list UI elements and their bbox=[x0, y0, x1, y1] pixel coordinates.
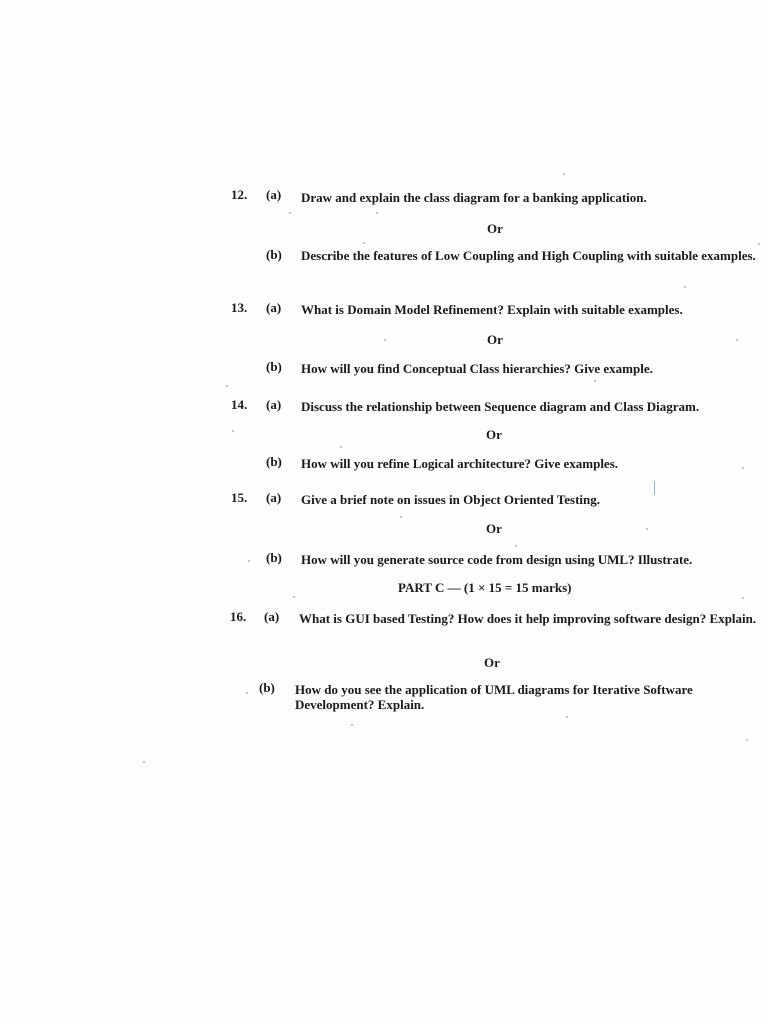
question-15-part-a-text: Give a brief note on issues in Object Oriented Testing. bbox=[301, 492, 600, 507]
scan-speck bbox=[351, 724, 353, 726]
question-14-part-b-label: (b) bbox=[266, 454, 282, 469]
scan-speck bbox=[684, 286, 686, 288]
question-number-15: 15. bbox=[231, 490, 248, 505]
scan-speck bbox=[646, 528, 648, 530]
scan-speck bbox=[248, 560, 250, 562]
scan-speck bbox=[742, 597, 744, 599]
scan-speck bbox=[563, 173, 565, 175]
scan-speck bbox=[376, 212, 378, 214]
question-number-16: 16. bbox=[230, 609, 247, 624]
scan-speck bbox=[246, 692, 248, 694]
question-15-part-a-label: (a) bbox=[266, 490, 282, 505]
scan-speck bbox=[226, 385, 228, 387]
question-number-12: 12. bbox=[231, 187, 248, 202]
scan-speck bbox=[746, 739, 748, 741]
or-separator-13: Or bbox=[487, 332, 503, 347]
scan-speck bbox=[232, 430, 234, 432]
question-13-part-b-text: How will you find Conceptual Class hierarchies? Give example. bbox=[301, 361, 653, 376]
question-16-part-b-label: (b) bbox=[259, 680, 275, 695]
pen-mark bbox=[654, 481, 655, 495]
scan-speck bbox=[566, 716, 568, 718]
question-16-part-a-text: What is GUI based Testing? How does it help improving software design? Explain. bbox=[299, 611, 757, 626]
question-14-part-b-text: How will you refine Logical architecture? Give examples. bbox=[301, 456, 619, 471]
question-16-part-b-text: How do you see the application of UML diagrams for Iterative Software Development? Explain. bbox=[295, 682, 693, 712]
scan-speck bbox=[363, 242, 365, 244]
question-12-part-b-text: Describe the features of Low Coupling and High Coupling with suitable examples. bbox=[301, 248, 756, 263]
question-13-part-a-label: (a) bbox=[266, 300, 282, 315]
question-14-part-a-text: Discuss the relationship between Sequence diagram and Class Diagram. bbox=[301, 399, 700, 414]
or-separator-14: Or bbox=[486, 427, 502, 442]
question-13-part-a-text: What is Domain Model Refinement? Explain with suitable examples. bbox=[301, 302, 683, 317]
part-c-heading: PART C — (1 × 15 = 15 marks) bbox=[398, 580, 572, 595]
question-15-part-b-text: How will you generate source code from design using UML? Illustrate. bbox=[301, 552, 693, 567]
question-12-part-a-label: (a) bbox=[266, 187, 282, 202]
scan-speck bbox=[758, 243, 760, 245]
scan-speck bbox=[742, 467, 744, 469]
or-separator-16: Or bbox=[484, 655, 500, 670]
question-number-13: 13. bbox=[231, 300, 248, 315]
scan-speck bbox=[736, 339, 738, 341]
question-12-part-b-label: (b) bbox=[266, 247, 282, 262]
scan-speck bbox=[384, 339, 386, 341]
question-14-part-a-label: (a) bbox=[266, 397, 282, 412]
scan-speck bbox=[594, 380, 596, 382]
or-separator-12: Or bbox=[487, 221, 503, 236]
question-12-part-a-text: Draw and explain the class diagram for a banking application. bbox=[301, 190, 647, 205]
scan-speck bbox=[515, 545, 517, 547]
scan-speck bbox=[340, 446, 342, 448]
scan-speck bbox=[289, 212, 291, 214]
scan-speck bbox=[293, 596, 295, 598]
question-16-part-a-label: (a) bbox=[264, 609, 280, 624]
scan-speck bbox=[143, 761, 145, 763]
question-13-part-b-label: (b) bbox=[266, 359, 282, 374]
question-number-14: 14. bbox=[231, 397, 248, 412]
scan-speck bbox=[400, 516, 402, 518]
question-15-part-b-label: (b) bbox=[266, 550, 282, 565]
or-separator-15: Or bbox=[486, 521, 502, 536]
